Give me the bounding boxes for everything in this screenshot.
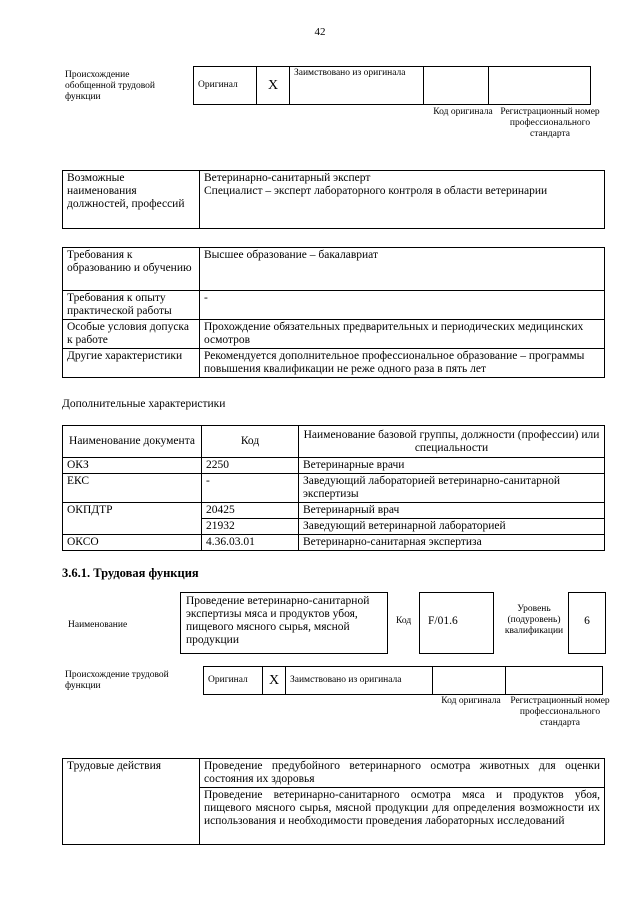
req-other-value: Рекомендуется дополнительное профессиональное образование – программы повышения квалификации не реже одного раза в пять лет (200, 349, 605, 378)
function-origin-original-label: Оригинал (208, 675, 248, 685)
table-row (63, 458, 605, 474)
additional-cell: Заведующий ветеринарной лабораторией (299, 519, 605, 535)
function-origin-code-cell (433, 667, 506, 695)
additional-cell: 4.36.03.01 (202, 535, 299, 551)
additional-header-code: Код (202, 426, 299, 458)
origin-original-cell (194, 67, 257, 105)
additional-cell: ОКСО (63, 535, 202, 551)
function-level-value: 6 (584, 615, 590, 627)
additional-table (62, 425, 605, 551)
additional-cell: Заведующий лабораторией ветеринарно-санитарной экспертизы (299, 474, 605, 503)
origin-code-cell (424, 67, 489, 105)
additional-cell: 21932 (202, 519, 299, 535)
additional-cell: Ветеринарно-санитарная экспертиза (299, 535, 605, 551)
additional-title: Дополнительные характеристики (62, 398, 226, 410)
req-experience-label: Требования к опыту практической работы (63, 291, 200, 320)
page-number: 42 (314, 26, 326, 38)
origin-reg-cell (489, 67, 591, 105)
additional-header-name: Наименование базовой группы, должности (профессии) или специальности (299, 426, 605, 458)
function-origin-reg-caption: Регистрационный номер профессионального стандарта (510, 696, 610, 728)
req-other-label: Другие характеристики (63, 349, 200, 378)
function-origin-code-caption: Код оригинала (441, 696, 501, 706)
generalized-origin-label: Происхождение обобщенной трудовой функции (65, 70, 155, 102)
function-name-value: Проведение ветеринарно-санитарной экспертизы мяса и продуктов убоя, пищевого мясного сырья, мясной продукции (186, 595, 370, 646)
additional-cell: - (202, 474, 299, 503)
additional-cell: ЕКС (63, 474, 202, 503)
actions-table (62, 758, 605, 845)
additional-cell: ОКПДТР (63, 503, 202, 535)
actions-label: Трудовые действия (63, 759, 200, 845)
table-row (63, 503, 605, 519)
additional-cell: Ветеринарный врач (299, 503, 605, 519)
action-item: Проведение ветеринарно-санитарного осмотра мяса и продуктов убоя, пищевого мясного сырья, мясной продукции для определения возможности их использования и необходимости проведения лабораторных исследований (200, 788, 605, 845)
additional-cell: Ветеринарные врачи (299, 458, 605, 474)
function-name-label: Наименование (68, 620, 128, 630)
additional-header-doc: Наименование документа (63, 426, 202, 458)
function-level-box (568, 592, 606, 654)
origin-mark: X (257, 67, 290, 105)
function-origin-borrowed-label: Заимствовано из оригинала (286, 667, 433, 695)
requirements-table (62, 247, 605, 378)
function-level-label: Уровень (подуровень) квалификации (504, 604, 564, 636)
additional-cell: ОКЗ (63, 458, 202, 474)
positions-table (62, 170, 605, 229)
function-origin-table (203, 666, 603, 695)
position-item: Ветеринарно-санитарный эксперт (204, 172, 371, 184)
positions-label: Возможные наименования должностей, профессий (63, 171, 200, 229)
function-code-value: F/01.6 (428, 615, 458, 627)
function-name-box (180, 592, 388, 654)
generalized-origin-table (193, 66, 591, 105)
table-row (63, 474, 605, 503)
table-row (63, 535, 605, 551)
function-origin-label: Происхождение трудовой функции (65, 670, 169, 691)
origin-original-label: Оригинал (198, 80, 238, 90)
function-title: 3.6.1. Трудовая функция (62, 566, 199, 580)
action-item: Проведение предубойного ветеринарного осмотра животных для оценки состояния их здоровья (200, 759, 605, 788)
function-origin-mark: X (263, 667, 286, 695)
additional-cell: 20425 (202, 503, 299, 519)
req-education-value: Высшее образование – бакалавриат (200, 248, 605, 291)
function-origin-reg-cell (506, 667, 603, 695)
req-education-label: Требования к образованию и обучению (63, 248, 200, 291)
function-code-label: Код (396, 616, 412, 626)
additional-cell: 2250 (202, 458, 299, 474)
origin-borrowed-label: Заимствовано из оригинала (290, 67, 424, 105)
function-origin-original-cell (204, 667, 263, 695)
req-conditions-label: Особые условия допуска к работе (63, 320, 200, 349)
req-conditions-value: Прохождение обязательных предварительных и периодических медицинских осмотров (200, 320, 605, 349)
origin-code-caption: Код оригинала (433, 107, 493, 117)
position-item: Специалист – эксперт лабораторного контроля в области ветеринарии (204, 185, 548, 197)
req-experience-value: - (200, 291, 605, 320)
positions-values (200, 171, 605, 229)
origin-reg-caption: Регистрационный номер профессионального стандарта (500, 107, 600, 139)
function-code-box (419, 592, 494, 654)
